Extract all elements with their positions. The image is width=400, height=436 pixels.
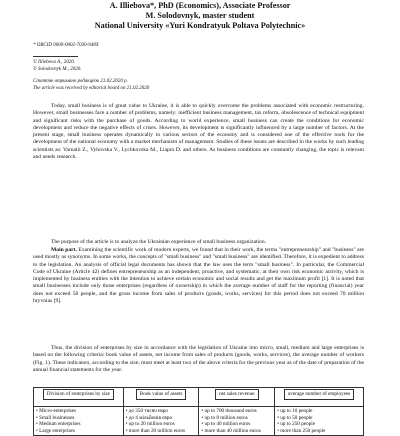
header-label: net sales revenue <box>215 389 258 400</box>
list-item: • more than 40 million euros <box>201 427 261 434</box>
list-item: • до 4 мільйонів євро <box>125 414 173 421</box>
author-1: A. Illiebova*, PhD (Economics), Associate Professor <box>109 1 291 10</box>
list-item: • up to 20 million euros <box>125 421 175 427</box>
list-item: • Large enterprises <box>36 427 75 434</box>
paragraph-purpose <box>33 239 364 246</box>
paragraph-main-part <box>33 247 364 305</box>
figure-header <box>275 388 364 407</box>
figure-header <box>34 388 124 407</box>
list-item: • more than 20 million euros <box>125 427 185 434</box>
paragraph-text: Thus, the division of enterprises by size in accordance with the legislation of Ukraine into micro, small, medium and large enterprises is based on the following criteria: book value of assets, net income from sales of products (goods, works, services), the average number of workers (Fig. 1). These indicators, according to the size, must meet at least two of the above criteria for the previous year as of the date of preparation of the annual financial statements for the year. <box>33 345 364 373</box>
enterprise-size-figure <box>33 387 364 436</box>
figure-body-row <box>34 407 364 436</box>
list-item: • Medium enterprises <box>36 421 81 427</box>
received-en: The article was received by editorial board on 21.02.2020 <box>33 86 150 91</box>
figure-column <box>123 407 199 436</box>
list-item: • до 350 тисяч євро <box>125 408 168 414</box>
figure-column <box>199 407 275 436</box>
figure-header <box>199 388 275 407</box>
list-item: • up to 40 million euros <box>201 421 251 427</box>
copyright-2: © Solodovnyk M., 2020. <box>33 67 82 72</box>
list-item: • Micro-enterprises <box>36 408 76 414</box>
main-part-text: Examining the scientific work of modern experts, we found that in their work, the terms "entrepreneurship" and "business" are used mostly as synonyms. In some works, the concepts of "small business" and "small business" are identified. Therefore, it is expedient to address to the legislation. An analysis of official legal documents has shown that the law uses the term "small business". In particular, the Commercial Code of Ukraine (Article 42) defines entrepreneurship as an independent, proactive, and systematic, at their own risk economic activity, which is implemented by business entities with the intention to achieve certain economic and social results and get the maximum profit [1]. It is noted that small businesses include only those enterprises (regardless of ownership) in which the average number of staff for the reporting (financial) year does not exceed 50 people, and the gross income from sales of products (goods, works, services) for this period does not exceed 70 million hryvnias [9]. <box>33 247 365 305</box>
main-part-heading: Main part. <box>51 247 77 253</box>
list-item: • more than 250 people <box>277 427 326 434</box>
list-item: • up to 250 people <box>277 421 316 427</box>
footnote-divider <box>33 56 78 57</box>
orcid-note: * ORCID 0000-0002-7030-948X <box>33 43 99 48</box>
paragraph-division <box>33 345 364 374</box>
paragraph-text <box>33 247 364 305</box>
paragraph-text: The purpose of the article is to analyze the Ukrainian experience of small business organization. <box>51 239 267 245</box>
paragraph-intro <box>33 103 364 161</box>
received-ua: Статтю отримано редакцією 21.02.2020 р. <box>33 79 128 84</box>
figure-column <box>275 407 364 436</box>
list-item: • up to 8 million euros <box>201 414 248 421</box>
figure-header <box>123 388 199 407</box>
affiliation: National University «Yuri Kondratyuk Poltava Polytechnic» <box>94 21 306 30</box>
author-2: M. Solodovnyk, master student <box>145 11 255 20</box>
header-label: Book value of assets <box>136 389 187 400</box>
list-item: • up to 700 thousand euros <box>201 408 257 414</box>
list-item: • up to 50 people <box>277 414 313 421</box>
header-label: Division of enterprises by size <box>43 389 114 400</box>
figure-header-row <box>34 388 364 407</box>
figure-column <box>34 407 124 436</box>
list-item: • Small businesses <box>36 414 75 421</box>
paragraph-text: Today, small business is of great value to Ukraine, it is able to quickly overcome the problems associated with economic restructuring. However, small businesses face a number of problems, namely: inefficient business management, tax reform, obsolescence of technical equipment and significant risks with the purchase of goods. According to world experience, small business can create the conditions for economic development and reduce the negative effects of crises. However, its development is significantly influenced by a large number of factors. At the present stage, small business operates dynamically in various sectors of the economy and is considered one of the effective tools for the development of the national economy with a market mechanism of management. Studies of these issues are described in the works by such leading scientists as: Varnalii Z., Vyhovska V., Lychkovska M., Liapin D. and others. As business conditions are constantly changing, the topic is relevant and needs research. <box>33 103 364 161</box>
header-label: average number of employees <box>284 389 354 400</box>
copyright-1: © Illiebova A., 2020. <box>33 60 76 65</box>
list-item: • up to 10 people <box>277 408 313 414</box>
